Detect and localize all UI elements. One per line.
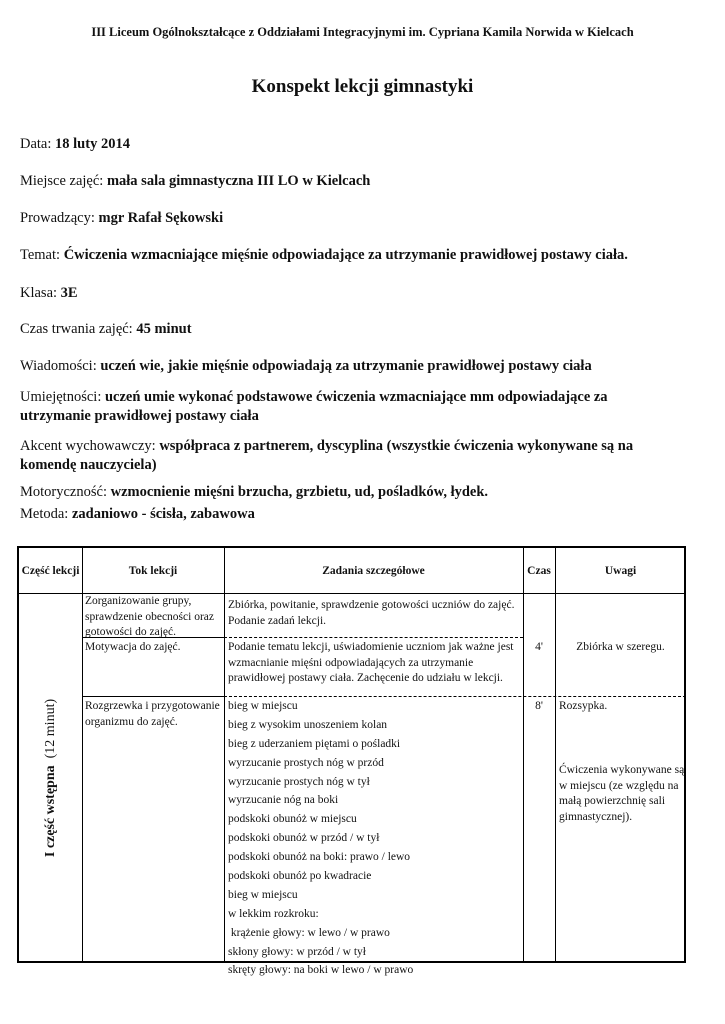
exercise-item: skręty głowy: na boki w lewo / w prawo <box>228 964 414 977</box>
document-title: Konspekt lekcji gimnastyki <box>251 76 474 97</box>
exercise-list <box>228 697 526 980</box>
row-zadania: Zbiórka, powitanie, sprawdzenie gotowości uczniów do zajęć. Podanie zadań lekcji. <box>228 599 515 627</box>
header-uwagi: Uwagi <box>604 564 637 577</box>
field-wiadomosci <box>20 357 710 376</box>
exercise-item: krążenie głowy: w lewo / w prawo <box>228 926 390 939</box>
section-label-time: (12 minut) <box>42 698 58 759</box>
field-miejsce <box>20 172 680 191</box>
field-value: uczeń wie, jakie mięśnie odpowiadają za utrzymanie prawidłowej postawy ciała <box>100 358 592 374</box>
field-label: Miejsce zajęć: <box>20 173 104 189</box>
exercise-item: bieg z uderzaniem piętami o pośladki <box>228 737 401 750</box>
field-value: 45 minut <box>136 321 192 337</box>
field-label: Data: <box>20 136 52 152</box>
row-uwagi-note: Ćwiczenia wykonywane są w miejscu (ze względu na małą powierzchnię sali gimnastycznej). <box>559 764 685 823</box>
row-zadania: Podanie tematu lekcji, uświadomienie uczniom jak ważne jest wzmacnianie mięśni odpowiadających za utrzymanie prawidłowej postawy ciała. Zachęcenie do udziału w lekcji. <box>228 641 514 684</box>
field-label: Metoda: <box>20 506 69 522</box>
field-metoda <box>20 505 680 524</box>
field-value: wzmocnienie mięśni brzucha, grzbietu, ud, pośladków, łydek. <box>110 484 489 500</box>
column-divider <box>82 548 83 961</box>
column-divider <box>555 548 556 961</box>
exercise-item: wyrzucanie nóg na boki <box>228 794 339 807</box>
lesson-table <box>17 546 686 977</box>
header-czas: Czas <box>527 564 551 577</box>
row-czas: 4' <box>535 641 543 653</box>
header-tok: Tok lekcji <box>128 564 178 577</box>
exercise-item: bieg w miejscu <box>228 888 298 901</box>
exercise-item: skłony głowy: w przód / w tył <box>228 945 366 958</box>
section-label <box>19 593 82 963</box>
field-umiejetnosci <box>20 388 630 426</box>
field-label: Motoryczność: <box>20 484 107 500</box>
exercise-item: w lekkim rozkroku: <box>228 907 319 920</box>
field-klasa <box>20 284 680 303</box>
field-akcent <box>20 437 680 475</box>
row-divider <box>82 696 224 697</box>
row-czas: 8' <box>535 700 543 712</box>
field-label: Wiadomości: <box>20 358 97 374</box>
field-value: 3E <box>60 285 78 301</box>
exercise-item: podskoki obunóż w przód / w tył <box>228 832 380 845</box>
row-tok: Rozgrzewka i przygotowanie organizmu do zajęć. <box>85 700 220 728</box>
field-value: współpraca z partnerem, dyscyplina (wszystkie ćwiczenia wykonywane są na komendę nauczyciela) <box>20 438 634 473</box>
exercise-item: podskoki obunóż w miejscu <box>228 813 357 826</box>
field-value: mgr Rafał Sękowski <box>98 210 224 226</box>
field-label: Prowadzący: <box>20 210 95 226</box>
exercise-item: podskoki obunóż na boki: prawo / lewo <box>228 851 411 864</box>
field-temat <box>20 246 710 265</box>
field-label: Czas trwania zajęć: <box>20 321 133 337</box>
column-divider <box>224 548 225 961</box>
row-tok: Zorganizowanie grupy, sprawdzenie obecności oraz gotowości do zajęć. <box>85 595 214 638</box>
field-data <box>20 135 680 154</box>
field-label: Temat: <box>20 247 61 263</box>
field-label: Klasa: <box>20 285 58 301</box>
field-label: Umiejętności: <box>20 389 102 405</box>
row-uwagi: Zbiórka w szeregu. <box>576 641 665 653</box>
field-value: uczeń umie wykonać podstawowe ćwiczenia wzmacniające mm odpowiadające za utrzymanie prawidłowej postawy ciała <box>20 389 608 424</box>
exercise-item: podskoki obunóż po kwadracie <box>228 870 372 883</box>
row-uwagi: Rozsypka. <box>559 700 608 712</box>
header-czesc: Część lekcji <box>21 564 80 577</box>
school-name: III Liceum Ogólnokształcące z Oddziałami Integracyjnymi im. Cypriana Kamila Norwida w Kielcach <box>91 25 634 39</box>
row-tok: Motywacja do zajęć. <box>85 641 181 653</box>
field-value: zadaniowo - ścisła, zabawowa <box>71 506 255 522</box>
exercise-item: bieg z wysokim unoszeniem kolan <box>228 718 388 731</box>
header-zadania: Zadania szczegółowe <box>322 564 425 577</box>
row-divider-dashed <box>224 637 523 638</box>
field-prowadzacy <box>20 209 680 228</box>
field-value: Ćwiczenia wzmacniające mięśnie odpowiadające za utrzymanie prawidłowej postawy ciała. <box>63 247 628 263</box>
exercise-item: bieg w miejscu <box>228 700 298 712</box>
field-czas <box>20 320 680 339</box>
field-label: Akcent wychowawczy: <box>20 438 156 454</box>
field-value: 18 luty 2014 <box>55 136 130 152</box>
exercise-item: wyrzucanie prostych nóg w przód <box>228 756 384 769</box>
field-motorycznosc <box>20 483 680 502</box>
field-value: mała sala gimnastyczna III LO w Kielcach <box>106 173 371 189</box>
exercise-item: wyrzucanie prostych nóg w tył <box>228 775 370 788</box>
section-label-bold: I część wstępna <box>42 765 58 858</box>
